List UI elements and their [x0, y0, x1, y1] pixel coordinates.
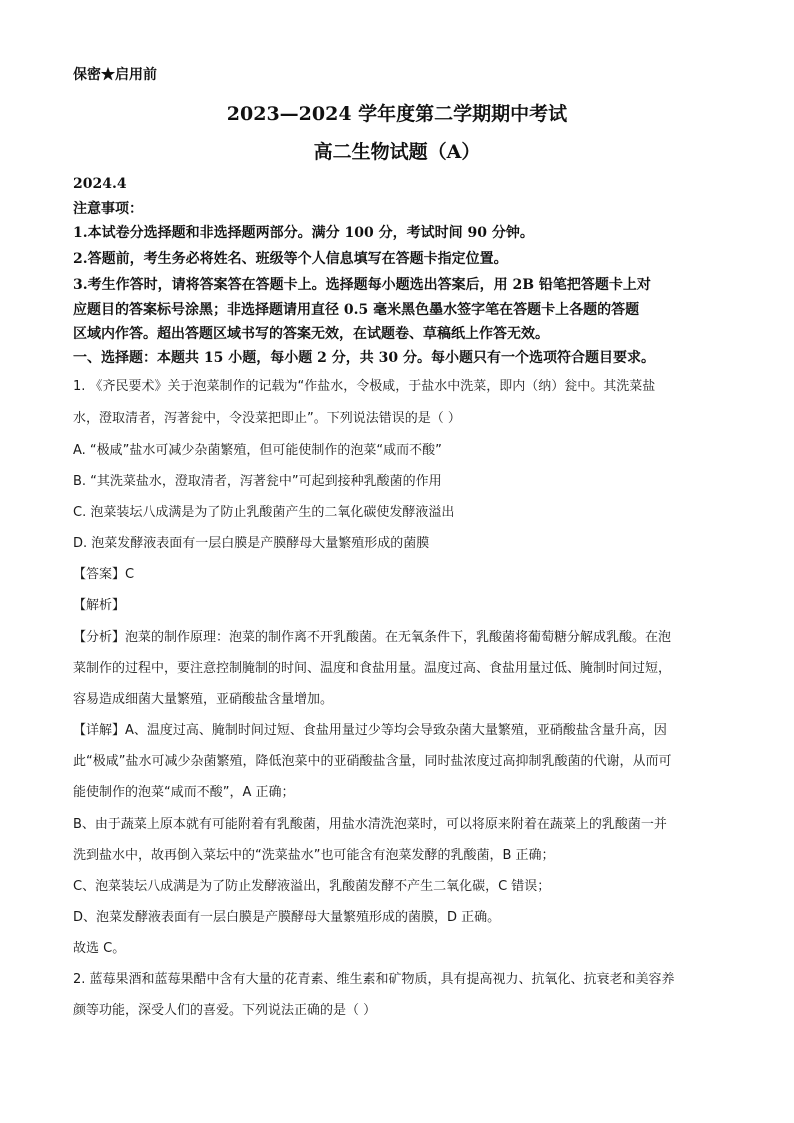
analysis-text: 【分析】泡菜的制作原理：泡菜的制作离不开乳酸菌。在无氧条件下，乳酸菌将葡萄糖分解成乳酸。在泡 — [73, 630, 672, 645]
question-1-option-d: D. 泡菜发酵液表面有一层白膜是产膜酵母大量繁殖形成的菌膜 — [73, 536, 430, 551]
analysis-heading: 【解析】 — [73, 598, 126, 613]
answer-label: 【答案】C — [73, 567, 135, 582]
analysis-text: 容易造成细菌大量繁殖，亚硝酸盐含量增加。 — [73, 692, 334, 707]
detail-text: 【详解】A、温度过高、腌制时间过短、食盐用量过少等均会导致杂菌大量繁殖，亚硝酸盐含量升高，因 — [73, 723, 667, 738]
exam-subtitle: 高二生物试题（A） — [313, 141, 481, 163]
analysis-text: 菜制作的过程中，要注意控制腌制的时间、温度和食盐用量。温度过高、食盐用量过低、腌制时间过短， — [73, 661, 672, 676]
confidential-label: 保密★启用前 — [73, 67, 157, 83]
question-1-stem: 1. 《齐民要术》关于泡菜制作的记载为“作盐水，令极咸，于盐水中洗菜，即内（纳）瓮中。其洗菜盐 — [73, 379, 656, 394]
notice-item: 2.答题前，考生务必将姓名、班级等个人信息填写在答题卡指定位置。 — [73, 251, 508, 267]
exam-date: 2024.4 — [73, 176, 127, 192]
detail-text: 洗到盐水中，故再倒入菜坛中的“洗菜盐水”也可能含有泡菜发酵的乳酸菌，B 正确； — [73, 848, 555, 863]
detail-text: C、泡菜装坛八成满是为了防止发酵液溢出，乳酸菌发酵不产生二氧化碳，C 错误； — [73, 879, 551, 894]
conclusion-text: 故选 C。 — [73, 941, 126, 956]
question-1-option-c: C. 泡菜装坛八成满是为了防止乳酸菌产生的二氧化碳使发酵液溢出 — [73, 505, 455, 520]
question-2-stem: 2. 蓝莓果酒和蓝莓果醋中含有大量的花青素、维生素和矿物质，具有提高视力、抗氧化、抗衰老和美容养 — [73, 972, 675, 987]
question-1-stem: 水，澄取清者，泻著瓮中，令没菜把即止”。下列说法错误的是（ ） — [73, 411, 461, 426]
detail-text: 此“极咸”盐水可减少杂菌繁殖，降低泡菜中的亚硝酸盐含量，同时盐浓度过高抑制乳酸菌的代谢，从而可 — [73, 754, 672, 769]
exam-title: 2023—2024 学年度第二学期期中考试 — [226, 103, 568, 125]
detail-text: D、泡菜发酵液表面有一层白膜是产膜酵母大量繁殖形成的菌膜，D 正确。 — [73, 910, 501, 925]
notice-item: 应题目的答案标号涂黑；非选择题请用直径 0.5 毫米黑色墨水签字笔在答题卡上各题的答题 — [73, 302, 640, 318]
question-1-option-b: B. “其洗菜盐水，澄取清者，泻著瓮中”可起到接种乳酸菌的作用 — [73, 474, 442, 489]
notice-item: 3.考生作答时，请将答案答在答题卡上。选择题每小题选出答案后，用 2B 铅笔把答题卡上对 — [73, 277, 651, 293]
question-1-option-a: A. “极咸”盐水可减少杂菌繁殖，但可能使制作的泡菜“咸而不酸” — [73, 443, 442, 458]
section-heading: 一、选择题：本题共 15 小题，每小题 2 分，共 30 分。每小题只有一个选项符合题目要求。 — [73, 350, 655, 366]
notice-item: 区域内作答。超出答题区域书写的答案无效，在试题卷、草稿纸上作答无效。 — [73, 326, 549, 342]
detail-text: 能使制作的泡菜“咸而不酸”，A 正确； — [73, 785, 295, 800]
notice-heading: 注意事项： — [73, 201, 143, 217]
question-2-stem: 颜等功能，深受人们的喜爱。下列说法正确的是（ ） — [73, 1003, 377, 1018]
notice-item: 1.本试卷分选择题和非选择题两部分。满分 100 分，考试时间 90 分钟。 — [73, 225, 534, 241]
detail-text: B、由于蔬菜上原本就有可能附着有乳酸菌，用盐水清洗泡菜时，可以将原来附着在蔬菜上的乳酸菌一并 — [73, 817, 667, 832]
